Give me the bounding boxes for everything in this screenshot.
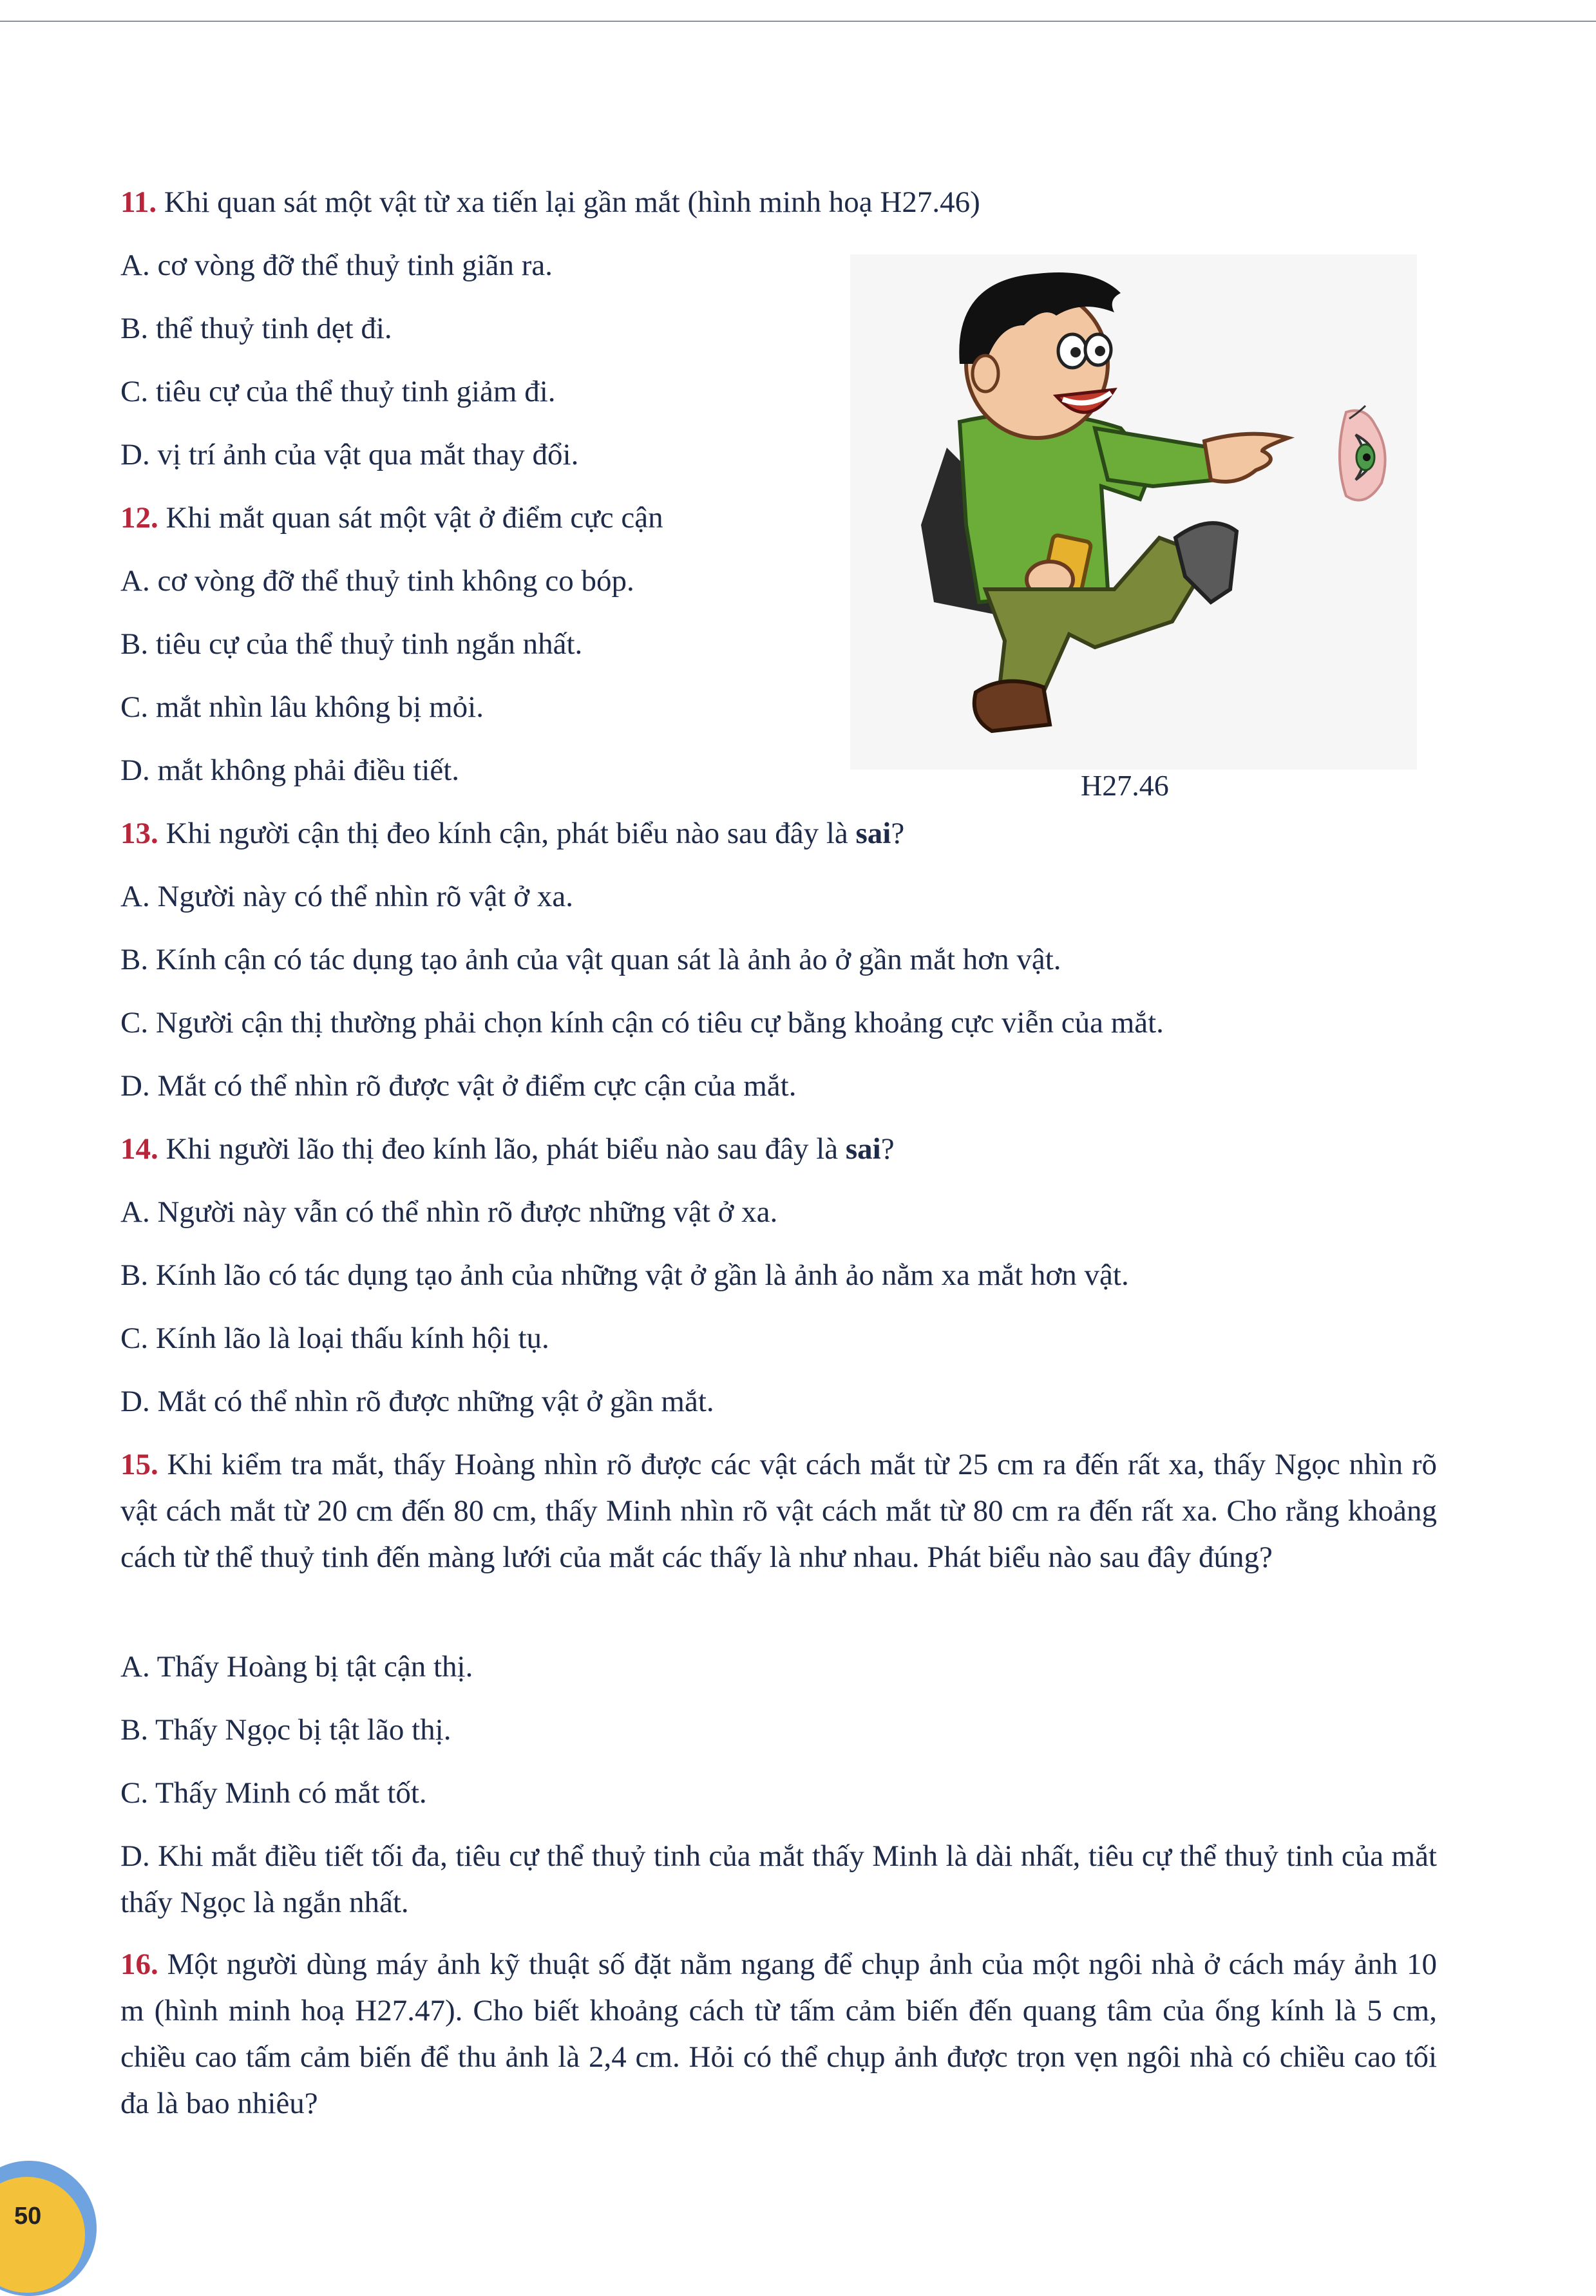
emphasis-word: sai <box>855 817 891 850</box>
option-c: C. mắt nhìn lâu không bị mỏi. <box>120 690 484 724</box>
question-number: 13. <box>120 817 158 850</box>
figure-boy-walking-toward-eye <box>850 254 1417 770</box>
question-text: Khi người cận thị đeo kính cận, phát biểu nào sau đây là <box>158 817 856 850</box>
question-number: 15. <box>120 1448 158 1481</box>
option-a: A. Người này có thể nhìn rõ vật ở xa. <box>120 880 574 913</box>
question-end: ? <box>880 1132 895 1166</box>
emphasis-word: sai <box>845 1132 881 1166</box>
option-b: B. Kính lão có tác dụng tạo ảnh của những vật ở gần là ảnh ảo nằm xa mắt hơn vật. <box>120 1258 1129 1292</box>
question-number: 14. <box>120 1132 158 1166</box>
question-text: Khi người lão thị đeo kính lão, phát biểu nào sau đây là <box>158 1132 846 1166</box>
option-a: A. cơ vòng đỡ thể thuỷ tinh giãn ra. <box>120 249 553 282</box>
option-c: C. tiêu cự của thể thuỷ tinh giảm đi. <box>120 375 556 408</box>
option-b: B. Kính cận có tác dụng tạo ảnh của vật quan sát là ảnh ảo ở gần mắt hơn vật. <box>120 943 1061 976</box>
question-13 <box>120 810 904 857</box>
question-12 <box>120 495 663 541</box>
option-c: C. Người cận thị thường phải chọn kính cận có tiêu cự bằng khoảng cực viễn của mắt. <box>120 1006 1164 1039</box>
option-a: A. Thấy Hoàng bị tật cận thị. <box>120 1650 473 1684</box>
question-15 <box>120 1441 1437 1580</box>
option-d: D. vị trí ảnh của vật qua mắt thay đổi. <box>120 438 579 471</box>
question-number: 11. <box>120 185 157 219</box>
option-d: D. Mắt có thể nhìn rõ được vật ở điểm cực cận của mắt. <box>120 1069 797 1103</box>
question-number: 16. <box>120 1948 158 1981</box>
boy-illustration <box>850 254 1417 770</box>
question-text: Khi quan sát một vật từ xa tiến lại gần mắt (hình minh hoạ H27.46) <box>157 185 980 219</box>
question-16 <box>120 1941 1437 2127</box>
page-number: 50 <box>14 2203 42 2230</box>
option-c: C. Thấy Minh có mắt tốt. <box>120 1776 427 1810</box>
option-c: C. Kính lão là loại thấu kính hội tụ. <box>120 1322 549 1355</box>
question-text: Khi kiểm tra mắt, thấy Hoàng nhìn rõ được các vật cách mắt từ 25 cm ra đến rất xa, thấy Ngọc nhìn rõ vật cách mắt từ 20 cm đến 80 cm, thấy Minh nhìn rõ vật cách mắt từ 80 cm ra đến rất xa. Cho rằng khoảng cách từ thể thuỷ tinh đến màng lưới của mắt các thấy là như nhau. Phát biểu nào sau đây đúng? <box>120 1448 1437 1574</box>
option-a: A. cơ vòng đỡ thể thuỷ tinh không co bóp. <box>120 564 634 598</box>
top-rule <box>0 21 1596 22</box>
question-text: Một người dùng máy ảnh kỹ thuật số đặt nằm ngang để chụp ảnh của một ngôi nhà ở cách máy ảnh 10 m (hình minh hoạ H27.47). Cho biết khoảng cách từ tấm cảm biến đến quang tâm của ống kính là 5 cm, chiều cao tấm cảm biến để thu ảnh là 2,4 cm. Hỏi có thể chụp ảnh được trọn vẹn ngôi nhà có chiều cao tối đa là bao nhiêu? <box>120 1948 1437 2120</box>
option-d: D. mắt không phải điều tiết. <box>120 754 460 787</box>
figure-caption: H27.46 <box>1081 769 1169 802</box>
eye-icon <box>1327 399 1411 512</box>
question-text: Khi mắt quan sát một vật ở điểm cực cận <box>158 501 663 535</box>
question-14 <box>120 1126 895 1172</box>
question-number: 12. <box>120 501 158 535</box>
option-d: D. Mắt có thể nhìn rõ được những vật ở gần mắt. <box>120 1385 714 1418</box>
option-a: A. Người này vẫn có thể nhìn rõ được những vật ở xa. <box>120 1195 778 1229</box>
option-b: B. tiêu cự của thể thuỷ tinh ngắn nhất. <box>120 627 583 661</box>
question-11 <box>120 179 980 225</box>
option-b: B. thể thuỷ tinh dẹt đi. <box>120 312 392 345</box>
option-d: D. Khi mắt điều tiết tối đa, tiêu cự thể thuỷ tinh của mắt thấy Minh là dài nhất, tiêu cự thể thuỷ tinh của mắt thấy Ngọc là ngắn nhất. <box>120 1839 1437 1919</box>
question-end: ? <box>891 817 905 850</box>
option-b: B. Thấy Ngọc bị tật lão thị. <box>120 1713 451 1747</box>
